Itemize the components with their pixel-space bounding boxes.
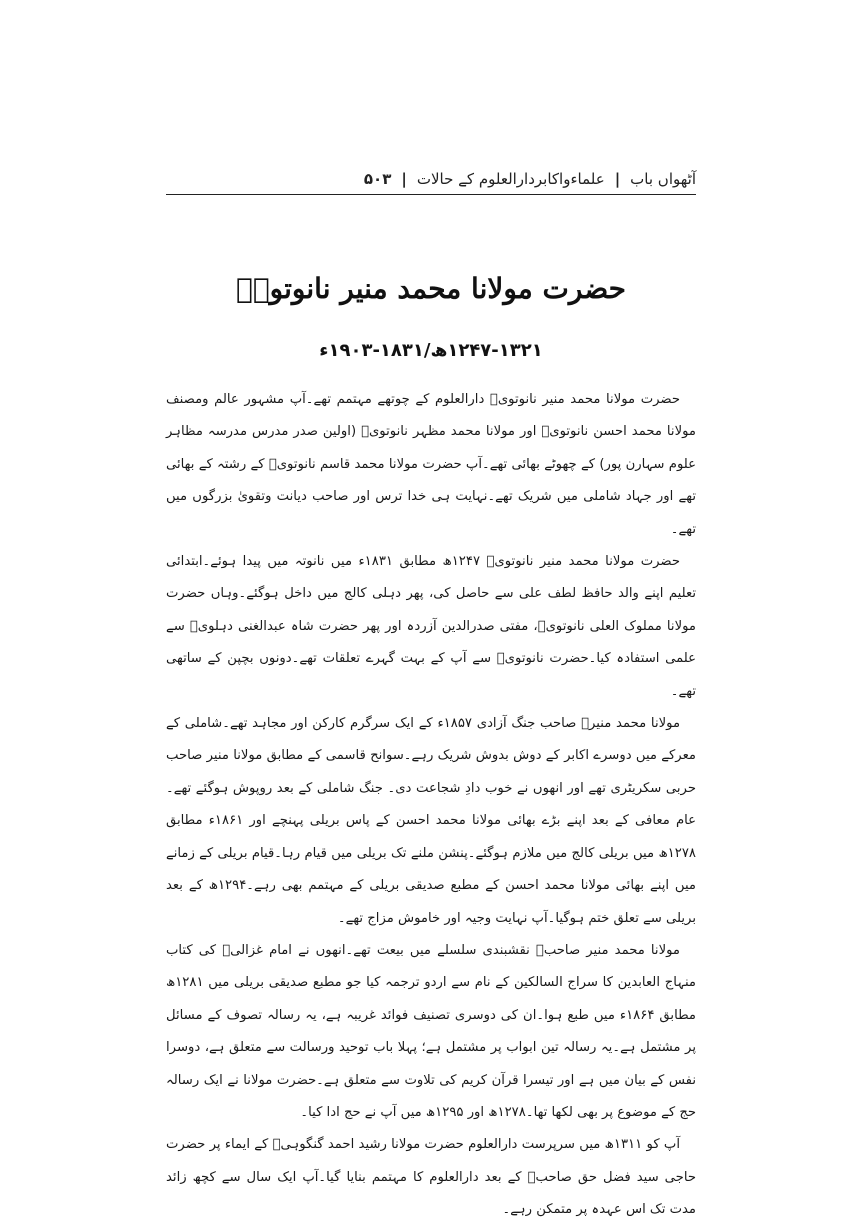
header-separator: |	[614, 170, 621, 188]
header-rule	[166, 194, 696, 195]
section-label: علماءواکابردارالعلوم کے حالات	[416, 170, 605, 188]
paragraph: آپ کو ۱۳۱۱ھ میں سرپرست دارالعلوم حضرت مولانا رشید احمد گنگوہیؒ کے ایماء پر حضرت حاجی سید فضل حق صاحبؒ کے بعد دارالعلوم کا مہتمم بنایا گیا۔آپ ایک سال سے کچھ زائد مدت تک اس عہدہ پر متمکن رہے۔	[166, 1137, 696, 1218]
paragraph: حضرت مولانا محمد منیر نانوتویؒ ۱۲۴۷ھ مطابق ۱۸۳۱ء میں نانوتہ میں پیدا ہوئے۔ابتدائی تعلیم اپنے والد حافظ لطف علی سے حاصل کی، پھر دہلی کالج میں داخل ہوگئے۔وہاں حضرت مولانا مملوک العلی نانوتویؒ، مفتی صدرالدین آزردہ اور پھر حضرت شاہ عبدالغنی دہلویؒ سے علمی استفادہ کیا۔حضرت نانوتویؒ سے آپ کے بہت گہرے تعلقات تھے۔دونوں بچپن کے ساتھی تھے۔	[166, 554, 696, 699]
chapter-label: آٹھواں باب	[630, 170, 696, 188]
page-number: ۵۰۳	[363, 170, 392, 188]
header-separator: |	[401, 170, 407, 188]
paragraph: مولانا محمد منیرؒ صاحب جنگ آزادی ۱۸۵۷ء کے ایک سرگرم کارکن اور مجاہد تھے۔شاملی کے معرکے میں دوسرے اکابر کے دوش بدوش شریک رہے۔سوانح قاسمی کے مطابق مولانا منیر صاحب حربی سکریٹری تھے اور انھوں نے خوب دادِ شجاعت دی۔ جنگ شاملی کے بعد روپوش ہوگئے تھے۔عام معافی کے بعد اپنے بڑے بھائی مولانا محمد احسن کے پاس بریلی پہنچے اور ۱۸۶۱ء مطابق ۱۲۷۸ھ میں بریلی کالج میں ملازم ہوگئے۔پنشن ملنے تک بریلی میں قیام رہا۔قیام بریلی کے زمانے میں اپنے بھائی مولانا محمد احسن کے مطبع صدیقی بریلی کے مہتمم بھی رہے۔۱۲۹۴ھ کے بعد بریلی سے تعلق ختم ہوگیا۔آپ نہایت وجیہ اور خاموش مزاج تھے۔	[166, 716, 696, 926]
paragraph: حضرت مولانا محمد منیر نانوتویؒ دارالعلوم کے چوتھے مہتمم تھے۔آپ مشہور عالم ومصنف مولانا محمد احسن نانوتویؒ اور مولانا محمد مظہر نانوتویؒ (اولین صدر مدرس مدرسہ مظاہر علوم سہارن پور) کے چھوٹے بھائی تھے۔آپ حضرت مولانا محمد قاسم نانوتویؒ کے رشتہ کے بھائی تھے اور جہاد شاملی میں شریک تھے۔نہایت ہی خدا ترس اور صاحب دیانت وتقویٰ بزرگوں میں تھے۔	[166, 392, 696, 537]
body-text	[166, 384, 696, 1227]
life-dates: ۱۲۴۷-۱۳۲۱ھ/۱۸۳۱-۱۹۰۳ء	[319, 340, 543, 361]
chapter-title: حضرت مولانا محمد منیر نانوتویؒ	[236, 272, 626, 305]
paragraph: مولانا محمد منیر صاحبؒ نقشبندی سلسلے میں بیعت تھے۔انھوں نے امام غزالیؒ کی کتاب منہاج العابدین کا سراج السالکین کے نام سے اردو ترجمہ کیا جو مطبع صدیقی بریلی میں ۱۲۸۱ھ مطابق ۱۸۶۴ء میں طبع ہوا۔ان کی دوسری تصنیف فوائد غریبہ ہے، یہ رسالہ تصوف کے مسائل پر مشتمل ہے۔یہ رسالہ تین ابواب پر مشتمل ہے؛ پہلا باب توحید ورسالت سے متعلق ہے، دوسرا نفس کے بیان میں ہے اور تیسرا قرآن کریم کی تلاوت سے متعلق ہے۔حضرت مولانا نے ایک رسالہ حج کے موضوع پر بھی لکھا تھا۔۱۲۷۸ھ اور ۱۲۹۵ھ میں آپ نے حج ادا کیا۔	[166, 942, 696, 1120]
running-header	[166, 162, 696, 196]
